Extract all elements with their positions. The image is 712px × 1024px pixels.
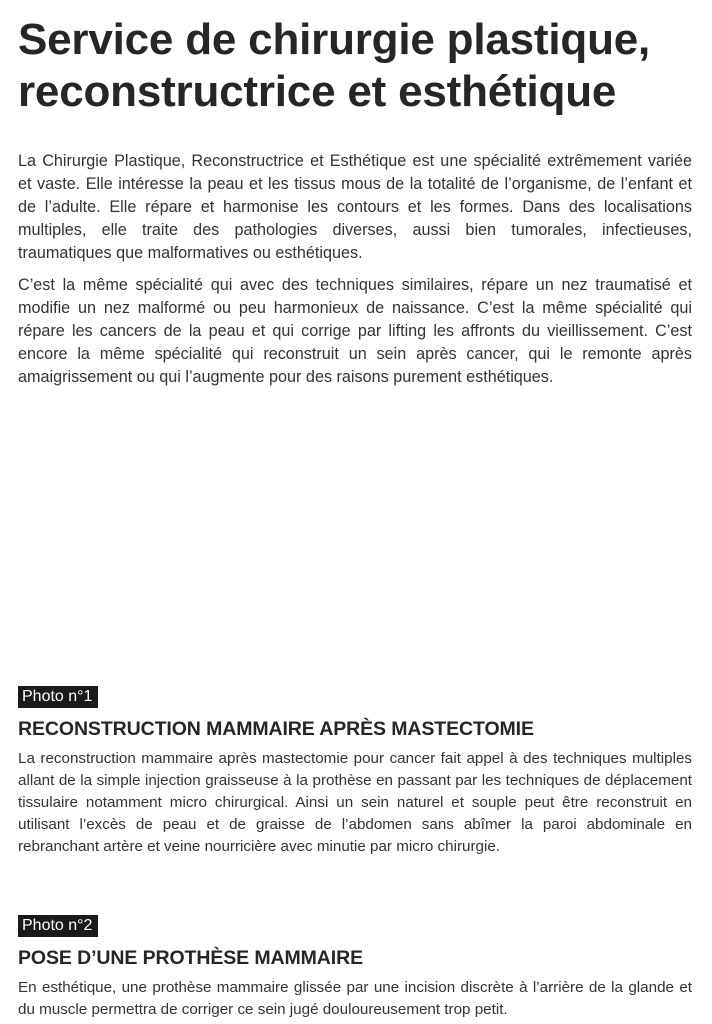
- section-heading-2: POSE D’UNE PROTHÈSE MAMMAIRE: [18, 947, 363, 969]
- page-title-line-1: Service de chirurgie plastique,: [18, 15, 651, 64]
- page-title: [18, 14, 692, 118]
- section-body-1: La reconstruction mammaire après mastectomie pour cancer fait appel à des techniques multiples allant de la simple injection graisseuse à la prothèse en passant par les techniques de déplacement tissulaire notamment micro chirurgical. Ainsi un sein naturel et souple peut être reconstruit en utilisant l’excès de peau et de graisse de l’abdomen sans abîmer la paroi abdominale en rebranchant artère et veine nourricière avec minutie par micro chirurgie.: [18, 750, 692, 855]
- intro-text: [18, 150, 692, 398]
- intro-paragraph-1: La Chirurgie Plastique, Reconstructrice et Esthétique est une spécialité extrêmement variée et vaste. Elle intéresse la peau et les tissus mous de la totalité de l’organisme, de l’enfant et de l’adulte. Elle répare et harmonise les contours et les formes. Dans des localisations multiples, elle traite des pathologies diverses, aussi bien tumorales, infectieuses, traumatiques que malformatives ou esthétiques.: [18, 152, 692, 262]
- photo-badge-1: Photo n°1: [18, 686, 98, 708]
- section-prothese: [18, 915, 692, 1021]
- section-heading-1: RECONSTRUCTION MAMMAIRE APRÈS MASTECTOMIE: [18, 718, 534, 740]
- photo-badge-2: Photo n°2: [18, 915, 98, 937]
- intro-paragraph-2: C’est la même spécialité qui avec des techniques similaires, répare un nez traumatisé et modifie un nez malformé ou peu harmonieux de naissance. C’est la même spécialité qui répare les cancers de la peau et qui corrige par lifting les affronts du vieillissement. C’est encore la même spécialité qui reconstruit un sein après cancer, qui le remonte après amaigrissement ou qui l’augmente pour des raisons purement esthétiques.: [18, 276, 692, 386]
- page-title-line-2: reconstructrice et esthétique: [18, 67, 617, 116]
- section-reconstruction: [18, 686, 692, 858]
- section-body-2: En esthétique, une prothèse mammaire glissée par une incision discrète à l’arrière de la glande et du muscle permettra de corriger ce sein jugé douloureusement trop petit.: [18, 979, 692, 1018]
